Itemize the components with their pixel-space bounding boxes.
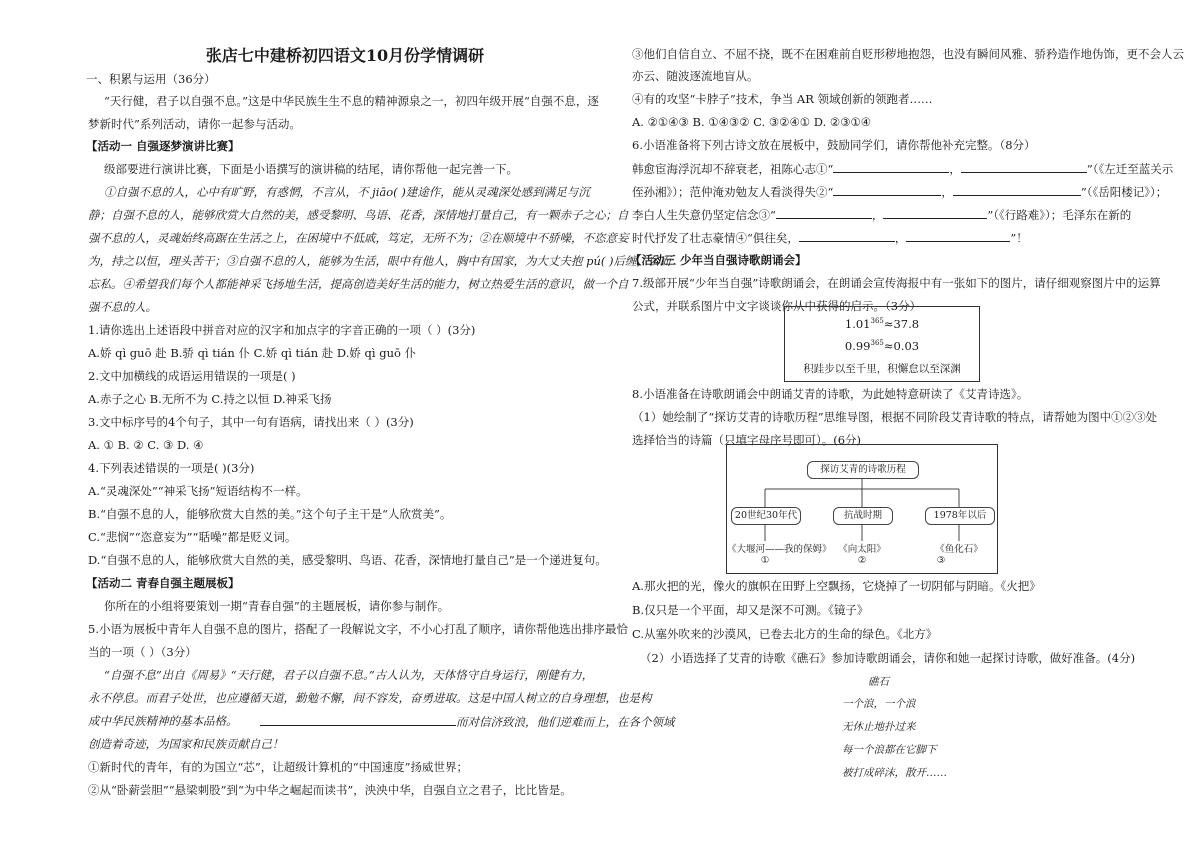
- question-8-part-1: 选择恰当的诗篇（只填字母序号即可）。(6分): [632, 433, 862, 447]
- question-5: 当的一项（ ）（3分）: [88, 645, 197, 659]
- mind-map-stage: 20世纪30年代: [731, 507, 801, 525]
- question-8-part-1: （1）她绘制了“探访艾青的诗歌历程”思维导图，根据不同阶段艾青诗歌的特点，请帮她为图中①②③处: [632, 410, 1158, 424]
- answer-blank: [906, 229, 1010, 242]
- mind-map-root: 探访艾青的诗歌历程: [807, 461, 919, 479]
- formula-figure: [784, 306, 980, 382]
- intro-text: “天行健，君子以自强不息。”这是中华民族生生不息的精神源泉之一，初四年级开展“自强不息，逐: [104, 94, 599, 108]
- question-4: 4.下列表述错误的一项是( )(3分): [88, 461, 255, 475]
- answer-blank: [799, 229, 895, 242]
- answer-blank: [260, 713, 456, 726]
- answer-blank: [883, 206, 987, 219]
- question-3-options: A. ① B. ② C. ③ D. ④: [88, 438, 204, 452]
- question-4-option-c: C.“悲悯”“恣意妄为”“聒噪”都是贬义词。: [88, 530, 297, 544]
- question-6-line-1: 韩愈宦海浮沉却不辞衰老，祖陈心志①“ ， ”（《左迁至蓝关示: [632, 162, 1174, 176]
- question-6-line-2: 侄孙湘》）；范仲淹劝勉友人看淡得失②“ ， ”（《岳阳楼记》）；: [632, 185, 1168, 199]
- question-5-passage: 永不停息。而君子处世，也应遵循天道，勤勉不懈，间不容发，奋勇进取。这是中国人树立的自身理想，也是构: [88, 691, 652, 705]
- question-5-sentence-1: ①新时代的青年，有的为国立“芯”，让超级计算机的“中国速度”扬威世界；: [88, 760, 469, 774]
- question-6: 6.小语准备将下列古诗文放在展板中，鼓励同学们，请你帮他补充完整。（8分）: [632, 138, 1036, 152]
- question-1: 1.请你选出上述语段中拼音对应的汉字和加点字的字音正确的一项（ ）(3分): [88, 323, 476, 337]
- question-4-option-b: B.“自强不息的人，能够欣赏大自然的美。”这个句子主干是“人欣赏美”。: [88, 507, 452, 521]
- answer-blank: [953, 183, 1081, 196]
- activity-three-heading: 【活动三 少年当自强诗歌朗诵会】: [630, 253, 807, 267]
- formula-line-1: $1.01^{365}\approx 37.8$: [844, 317, 920, 331]
- mind-map-stage: 抗战时期: [833, 507, 893, 525]
- question-2-options: A.赤子之心 B.无所不为 C.持之以恒 D.神采飞扬: [88, 392, 332, 406]
- page-title: 张店七中建桥初四语文10月份学情调研: [205, 46, 485, 65]
- question-8-part-2: （2）小语选择了艾青的诗歌《礁石》参加诗歌朗诵会，请你和她一起探讨诗歌，做好准备。(4分): [640, 651, 1136, 665]
- poem-line: 被打成碎沫，散开……: [842, 767, 947, 779]
- question-5-options: A. ②①④③ B. ①④③② C. ③②④① D. ②③①④: [632, 115, 872, 129]
- question-8: 8.小语准备在诗歌朗诵会中朗诵艾青的诗歌，为此她特意研读了《艾青诗选》。: [632, 387, 1029, 401]
- question-3: 3.文中标序号的4个句子，其中一句有语病，请找出来（ ）(3分): [88, 415, 414, 429]
- question-5-passage-tail: 而对信济致浪，他们逆难而上，在各个领域: [456, 715, 675, 729]
- question-4-option-a: A.“灵魂深处”“神采飞扬”短语结构不一样。: [88, 484, 308, 498]
- mind-map-mark: ①: [760, 555, 770, 566]
- poem-title: 礁石: [868, 676, 889, 688]
- question-5-passage: [260, 713, 675, 730]
- question-4-option-d: D.“自强不息的人，能够欣赏大自然的美，感受黎明、鸟语、花香，深情地打量自己”是一个递进复句。: [88, 553, 607, 567]
- question-5-sentence-3: 亦云、随波逐流地盲从。: [632, 69, 759, 83]
- question-5-passage: 创造着奇迹，为国家和民族贡献自己！: [88, 737, 284, 751]
- mind-map-mark: ③: [936, 555, 946, 566]
- speech-paragraph: 强不息的人。: [88, 300, 157, 314]
- activity-one-heading: 【活动一 自强逐梦演讲比赛】: [86, 139, 240, 153]
- formula-caption: 积跬步以至千里，积懈怠以至深渊: [803, 363, 961, 375]
- question-5-passage: “自强不息”出自《周易》“天行健，君子以自强不息。”古人认为，天体恪守自身运行，刚健有力，: [104, 668, 594, 682]
- activity-two-heading: 【活动二 青春自强主题展板】: [86, 576, 240, 590]
- question-5-sentence-2: ②从“卧薪尝胆”“悬梁刺股”到“为中华之崛起而读书”，泱泱中华，自强自立之君子，比比皆是。: [88, 783, 572, 797]
- mind-map: [726, 444, 998, 574]
- question-8-option-a: A.那火把的光，像火的旗帜在田野上空飘扬，它烧掉了一切阴郁与阴暗。《火把》: [632, 579, 1041, 593]
- speech-paragraph: 为，持之以恒，理头苦干；③自强不息的人，能够为生活，眼中有他人，胸中有国家，为大丈夫抱 pú( )后缠，公而: [88, 254, 672, 268]
- answer-blank: [833, 160, 949, 173]
- question-5: 5.小语为展板中青年人自强不息的图片，搭配了一段解说文字，不小心打乱了顺序，请你帮他选出排序最恰: [88, 622, 628, 636]
- speech-paragraph: ①自强不息的人，心中有旷野，有惑惘，不言从，不 jiāo( )建途作，能从灵魂深处感到满足与沉: [104, 185, 590, 199]
- speech-paragraph: 忘私。④希望我们每个人都能神采飞扬地生活，提高创造美好生活的能力，树立热爱生活的意识，做一个自: [88, 277, 629, 291]
- question-5-sentence-4: ④有的攻坚“卡脖子”技术，争当 AR 领域创新的领跑者……: [632, 92, 933, 106]
- question-6-line-3: 李白人生失意仍坚定信念③“ ， ”（《行路难》）；毛泽东在新的: [632, 208, 1132, 222]
- mind-map-mark: ②: [857, 555, 867, 566]
- question-1-options: A.娇 qì guō 赴 B.骄 qì tián 仆 C.娇 qì tián 赴 D.娇 qì guō 仆: [88, 346, 417, 360]
- question-5-sentence-3: ③他们自信自立、不屈不挠，既不在困难前自贬形秽地抱怨，也没有瞬间风雅、骄矜造作地伪饰，更不会人云: [632, 47, 1184, 61]
- poem-line: 每一个浪都在它脚下: [842, 744, 937, 756]
- poem-line: 一个浪，一个浪: [842, 698, 916, 710]
- poem-line: 无休止地扑过来: [842, 721, 916, 733]
- question-7: 7.级部开展“少年当自强”诗歌朗诵会，在朗诵会宣传海报中有一张如下的图片，请仔细观察图片中的运算: [632, 276, 1161, 290]
- mind-map-poem: 《鱼化石》: [935, 544, 983, 555]
- answer-blank: [833, 183, 941, 196]
- speech-paragraph: 静；自强不息的人，能够欣赏大自然的美，感受黎明、鸟语、花香，深情地打量自己，有一颗赤子之心；自: [88, 208, 629, 222]
- intro-text: 梦新时代”系列活动，请你一起参与活动。: [88, 117, 301, 131]
- question-8-option-b: B.仅只是一个平面，却又是深不可测。《镜子》: [632, 603, 869, 617]
- formula-line-2: $0.99^{365}\approx 0.03$: [844, 339, 920, 353]
- activity-one-intro: 级部要进行演讲比赛，下面是小语撰写的演讲稿的结尾，请你帮他一起完善一下。: [104, 162, 518, 176]
- question-5-passage: 成中华民族精神的基本品格。: [88, 714, 238, 728]
- question-6-line-4: 时代抒发了壮志豪情④“俱往矣， ， ”！: [632, 231, 1028, 245]
- mind-map-stage: 1978年以后: [925, 507, 995, 525]
- mind-map-poem: 《大堰河——我的保姆》: [727, 544, 832, 555]
- question-8-option-c: C.从塞外吹来的沙漠风，已卷去北方的生命的绿色。《北方》: [632, 627, 938, 641]
- answer-blank: [961, 160, 1087, 173]
- activity-two-intro: 你所在的小组将要策划一期“青春自强”的主题展板，请你参与制作。: [104, 599, 450, 613]
- question-7: 公式，并联系图片中文字谈谈你从中获得的启示。（3分）: [632, 299, 922, 313]
- mind-map-poem: 《向太阳》: [838, 544, 886, 555]
- question-2: 2.文中加横线的成语运用错误的一项是( ): [88, 369, 296, 383]
- answer-blank: [776, 206, 872, 219]
- speech-paragraph: 强不息的人，灵魂始终高踞在生活之上，在困境中不低戚，笃定，无所不为；②在顺境中不骄噪，不恣意妄: [88, 231, 629, 245]
- section-heading: 一、积累与运用（36分）: [86, 72, 216, 86]
